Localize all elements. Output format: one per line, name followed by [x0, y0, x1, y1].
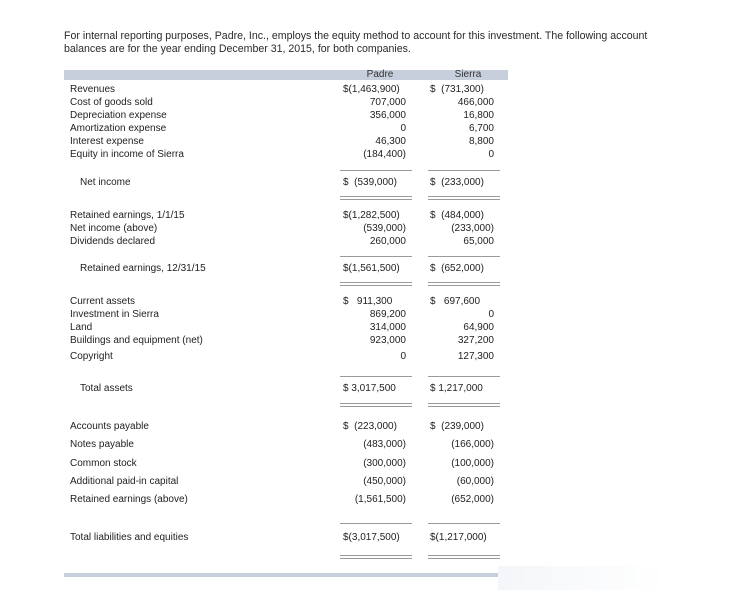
column-rule: [428, 406, 500, 407]
sierra-value: (60,000): [456, 476, 494, 487]
sierra-total: $ (233,000): [430, 177, 484, 188]
column-rule: [428, 256, 500, 257]
padre-value: 46,300: [375, 136, 406, 147]
padre-value: 869,200: [369, 309, 406, 320]
row-label: Copyright: [70, 351, 113, 362]
padre-value: (483,000): [363, 439, 406, 450]
column-rule: [340, 558, 412, 559]
sierra-value: (166,000): [451, 439, 494, 450]
sierra-value: $ 697,600: [430, 296, 481, 307]
total-label: Retained earnings, 12/31/15: [80, 263, 206, 274]
row-label: Land: [70, 322, 93, 333]
sierra-value: 6,700: [468, 123, 494, 134]
padre-value: 260,000: [369, 236, 406, 247]
padre-value: 356,000: [369, 110, 406, 121]
row-label: Dividends declared: [70, 236, 156, 247]
sierra-value: (233,000): [451, 223, 494, 234]
padre-value: $ (223,000): [343, 421, 397, 432]
row-label: Equity in income of Sierra: [70, 149, 184, 160]
sierra-value: 327,200: [457, 335, 494, 346]
column-rule: [340, 555, 412, 556]
column-rule: [340, 256, 412, 257]
row-label: Buildings and equipment (net): [70, 335, 203, 346]
sierra-value: 0: [488, 149, 494, 160]
total-label: Total assets: [80, 383, 133, 394]
row-label: Depreciation expense: [70, 110, 167, 121]
column-rule: [428, 555, 500, 556]
padre-total: $(1,561,500): [343, 263, 400, 274]
column-rule: [428, 403, 500, 404]
page-shadow: [498, 566, 666, 590]
column-rule: [428, 285, 500, 286]
row-label: Investment in Sierra: [70, 309, 159, 320]
padre-value: $ 911,300: [343, 296, 393, 307]
row-label: Common stock: [70, 458, 137, 469]
row-label: Current assets: [70, 296, 136, 307]
sierra-total: $ (652,000): [430, 263, 484, 274]
sierra-value: (652,000): [451, 494, 494, 505]
sierra-value: 65,000: [463, 236, 494, 247]
column-rule: [428, 376, 500, 377]
column-rule: [428, 282, 500, 283]
column-rule: [340, 403, 412, 404]
column-rule: [428, 199, 500, 200]
sierra-value: 64,900: [463, 322, 494, 333]
row-label: Retained earnings (above): [70, 494, 188, 505]
total-label: Net income: [80, 177, 131, 188]
padre-total: $(3,017,500): [343, 532, 400, 543]
row-label: Accounts payable: [70, 421, 149, 432]
padre-value: 707,000: [369, 97, 406, 108]
column-rule: [428, 170, 500, 171]
padre-value: 923,000: [369, 335, 406, 346]
row-label: Revenues: [70, 84, 116, 95]
column-rule: [340, 376, 412, 377]
column-rule: [340, 170, 412, 171]
intro-text: For internal reporting purposes, Padre, Inc., employs the equity method to account for this investment. The following account balances are for the year ending December 31, 2015, for both companies.: [64, 30, 648, 55]
row-label: Interest expense: [70, 136, 144, 147]
sierra-value: 466,000: [457, 97, 494, 108]
padre-value: 0: [400, 351, 406, 362]
padre-total: $ 3,017,500: [343, 383, 396, 394]
padre-value: (539,000): [363, 223, 406, 234]
padre-value: 314,000: [369, 322, 406, 333]
column-rule: [340, 282, 412, 283]
sierra-value: 127,300: [457, 351, 494, 362]
row-label: Cost of goods sold: [70, 97, 153, 108]
padre-value: (1,561,500): [354, 494, 406, 505]
sierra-value: 8,800: [468, 136, 494, 147]
total-label: Total liabilities and equities: [70, 532, 189, 543]
sierra-total: $(1,217,000): [430, 532, 487, 543]
column-rule: [428, 196, 500, 197]
padre-value: 0: [400, 123, 406, 134]
row-label: Amortization expense: [70, 123, 167, 134]
column-header-padre: Padre: [366, 69, 394, 80]
padre-value: (450,000): [363, 476, 406, 487]
padre-value: $(1,463,900): [343, 84, 400, 95]
sierra-value: $ (239,000): [430, 421, 484, 432]
column-header-sierra: Sierra: [454, 69, 482, 80]
column-rule: [340, 199, 412, 200]
row-label: Notes payable: [70, 439, 134, 450]
header-band: [64, 70, 508, 80]
column-rule: [428, 523, 500, 524]
row-label: Net income (above): [70, 223, 158, 234]
column-rule: [340, 285, 412, 286]
row-label: Additional paid-in capital: [70, 476, 179, 487]
padre-value: (184,400): [363, 149, 406, 160]
sierra-value: 0: [488, 309, 494, 320]
padre-total: $ (539,000): [343, 177, 397, 188]
row-label: Retained earnings, 1/1/15: [70, 210, 185, 221]
sierra-value: 16,800: [463, 110, 494, 121]
column-rule: [340, 523, 412, 524]
column-rule: [340, 196, 412, 197]
padre-value: (300,000): [363, 458, 406, 469]
column-rule: [340, 406, 412, 407]
sierra-value: $ (731,300): [430, 84, 484, 95]
footer-band: [64, 573, 508, 577]
sierra-value: $ (484,000): [430, 210, 484, 221]
column-rule: [428, 558, 500, 559]
padre-value: $(1,282,500): [343, 210, 400, 221]
sierra-total: $ 1,217,000: [430, 383, 483, 394]
sierra-value: (100,000): [451, 458, 494, 469]
